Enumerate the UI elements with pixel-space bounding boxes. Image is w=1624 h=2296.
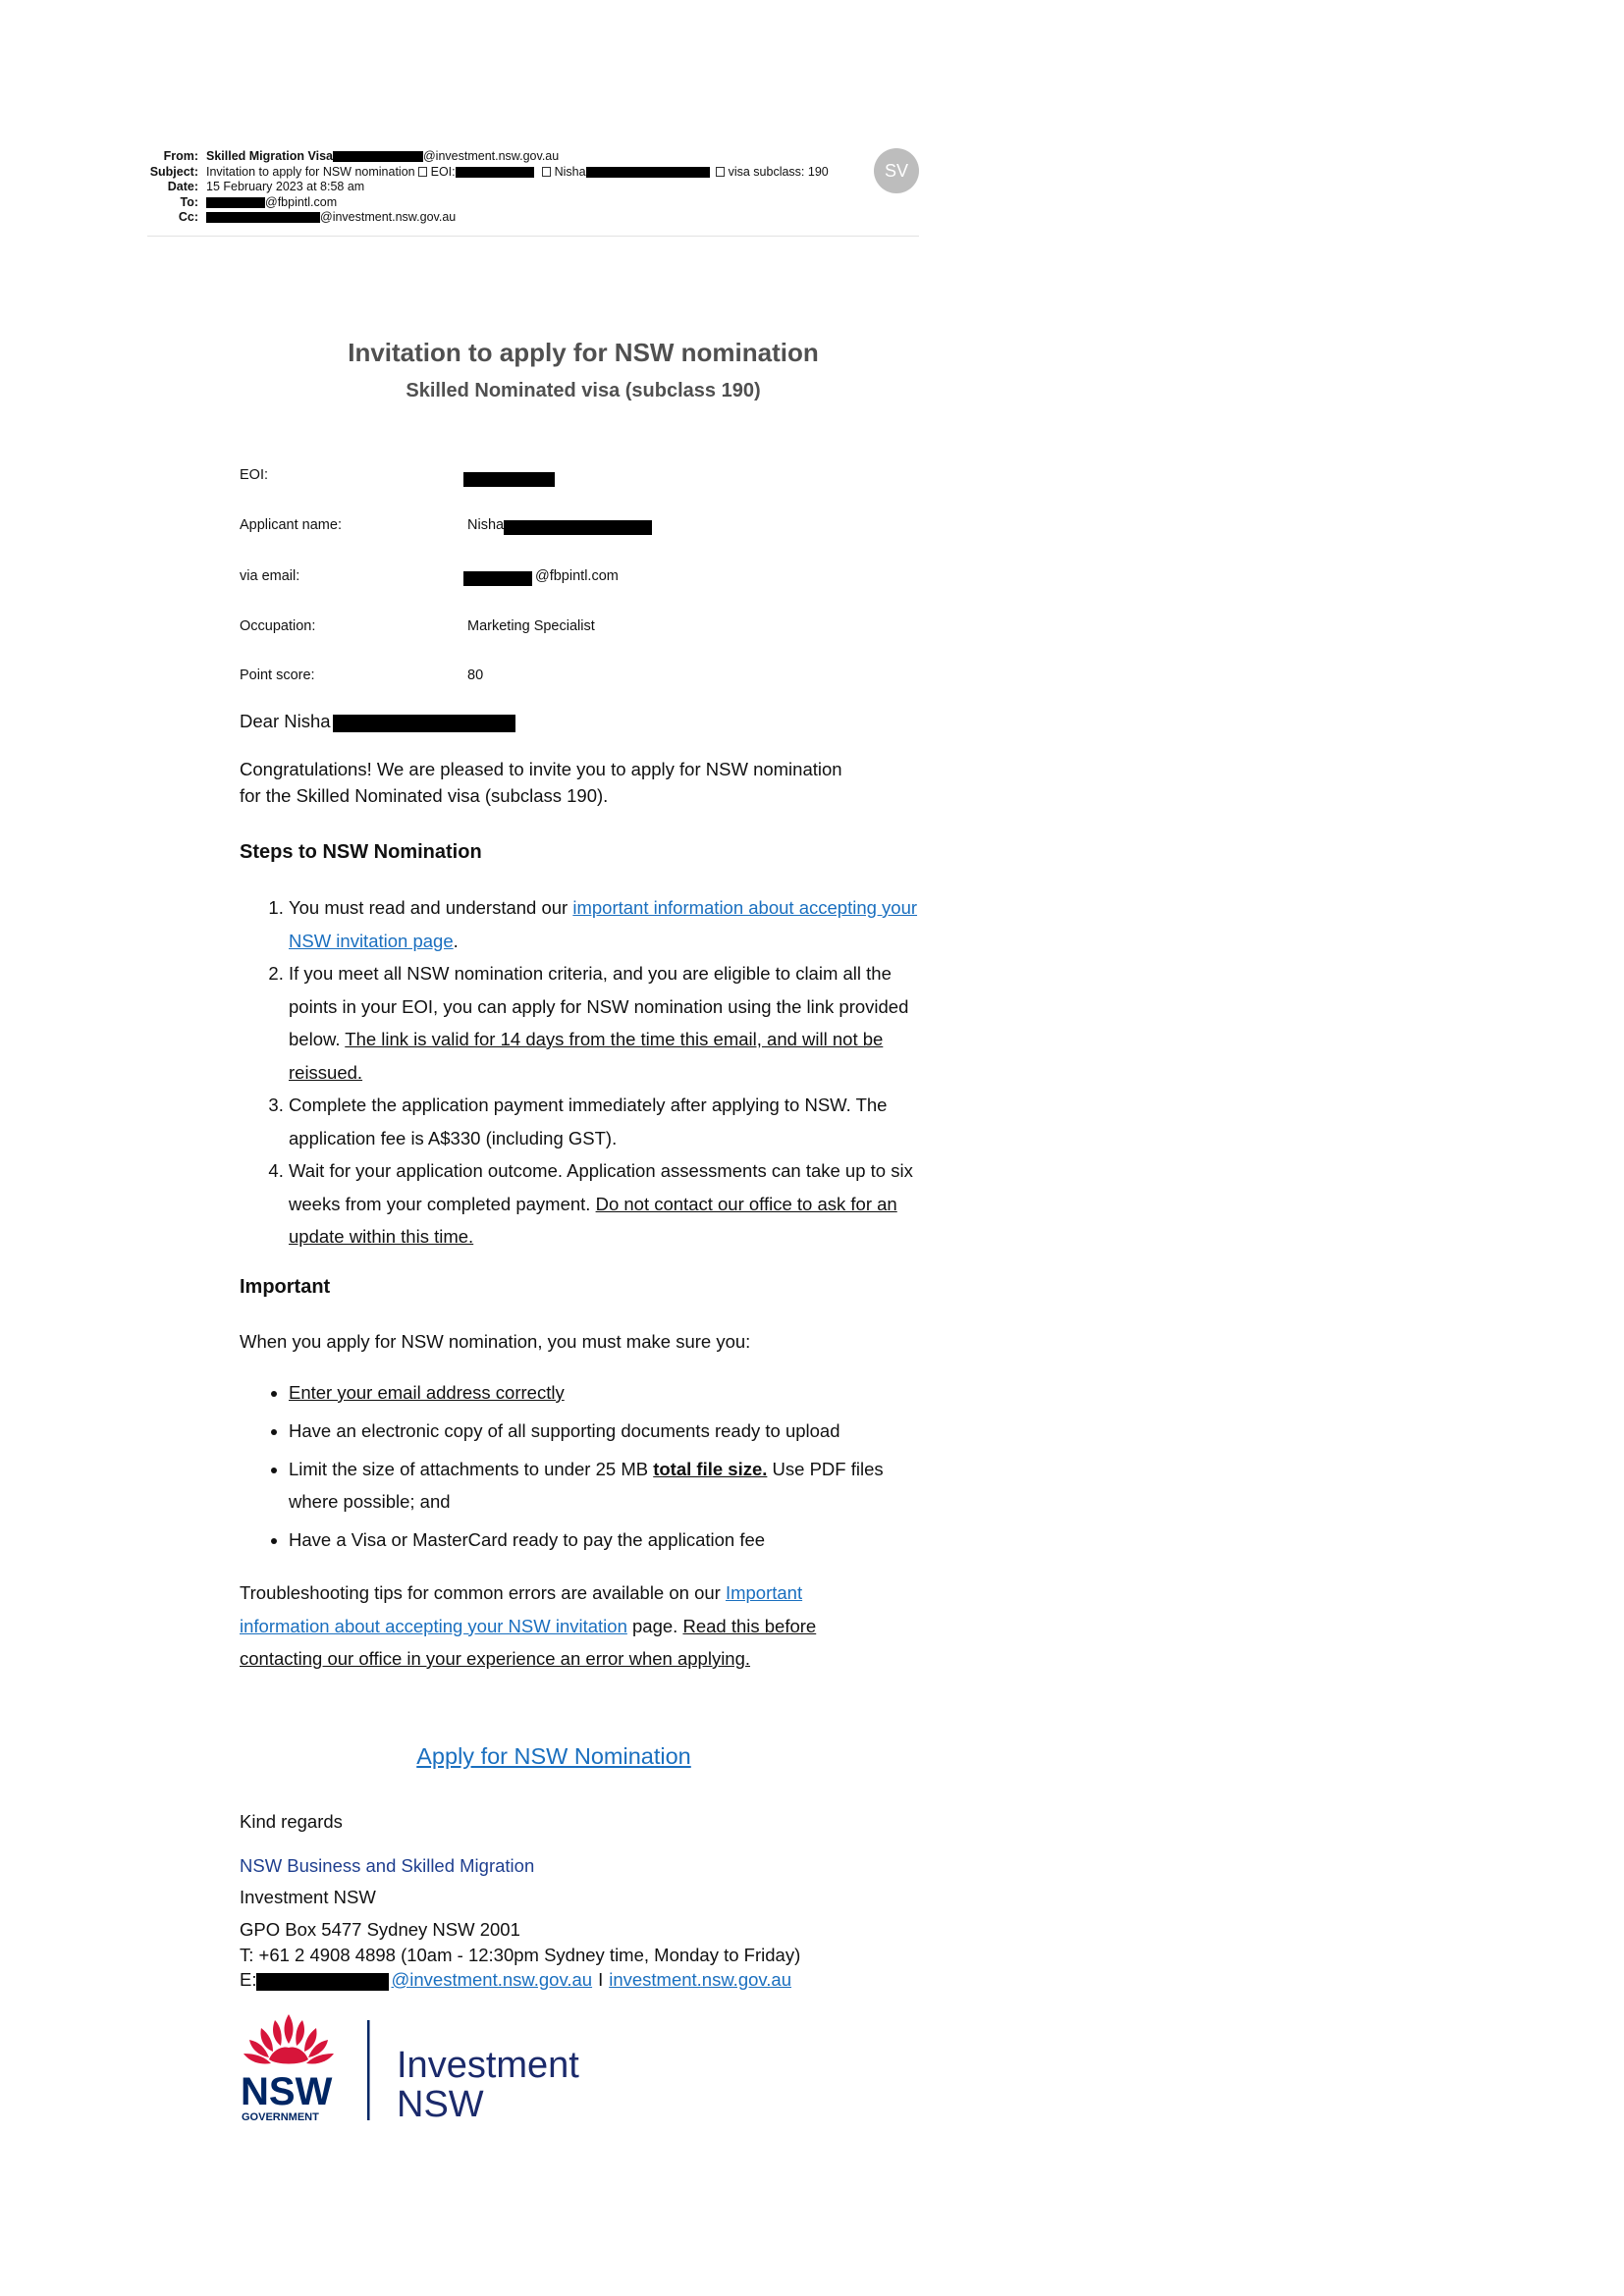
- greeting-text: Dear Nisha: [240, 711, 331, 731]
- redaction-bar: [333, 715, 515, 732]
- redaction-bar: [456, 167, 534, 178]
- detail-applicant: [240, 515, 652, 535]
- team-name: NSW Business and Skilled Migration: [240, 1855, 535, 1876]
- redaction-bar: [206, 197, 265, 208]
- date-label: Date:: [167, 180, 198, 193]
- postal-address: GPO Box 5477 Sydney NSW 2001: [240, 1919, 520, 1940]
- redaction-bar: [256, 1973, 389, 1991]
- date-value: 15 February 2023 at 8:58 am: [206, 180, 365, 193]
- org-name: Investment NSW: [240, 1887, 376, 1907]
- detail-points: [240, 666, 483, 685]
- contact-email-link[interactable]: @investment.nsw.gov.au: [391, 1969, 593, 1990]
- list-item: [289, 1089, 937, 1154]
- email-label: via email:: [240, 568, 300, 584]
- separator-glyph-icon: [542, 167, 551, 177]
- logo-nsw-text: NSW: [241, 2070, 333, 2113]
- detail-email: [240, 566, 619, 586]
- steps-heading: Steps to NSW Nomination: [240, 841, 482, 863]
- subject-text: Invitation to apply for NSW nomination: [206, 164, 415, 179]
- logo-divider: [367, 2020, 370, 2120]
- list-item: [289, 1453, 937, 1518]
- trouble-text: page.: [626, 1615, 683, 1636]
- phone: T: +61 2 4908 4898 (10am - 12:30pm Sydney time, Monday to Friday): [240, 1945, 801, 1965]
- eoi-label: EOI:: [240, 467, 269, 483]
- list-item: [289, 1154, 937, 1254]
- logo-nsw2-text: NSW: [397, 2084, 484, 2124]
- bullet-text: Have a Visa or MasterCard ready to pay the application fee: [289, 1529, 766, 1550]
- redaction-bar: [586, 167, 710, 178]
- step-text: Complete the application payment immediately after applying to NSW. The application fee is A$330 (including GST).: [289, 1095, 888, 1148]
- step-text: If you meet all NSW nomination criteria, and you are eligible to claim all the points in your EOI, you can apply for NSW nomination using the link provided below.: [289, 963, 909, 1049]
- points-label: Point score:: [240, 667, 315, 683]
- requirements-list: [240, 1376, 937, 1562]
- cc-label: Cc:: [178, 210, 198, 224]
- trouble-text: Troubleshooting tips for common errors are available on our: [240, 1582, 726, 1603]
- subject-eoi: EOI:: [430, 164, 456, 179]
- to-domain: @fbpintl.com: [265, 194, 338, 209]
- important-intro: When you apply for NSW nomination, you must make sure you:: [240, 1331, 751, 1352]
- step-underlined-text: Do not contact our office to ask for an update within this time.: [289, 1193, 897, 1247]
- cc-domain: @investment.nsw.gov.au: [320, 210, 457, 224]
- to-row: [147, 195, 919, 211]
- sender-avatar: SV: [874, 148, 919, 193]
- to-label: To:: [180, 194, 198, 209]
- applicant-label: Applicant name:: [240, 517, 342, 533]
- nsw-government-logo: [240, 2010, 613, 2124]
- steps-list: [240, 891, 937, 1254]
- step-text: Wait for your application outcome. Application assessments can take up to six weeks from your completed payment.: [289, 1160, 913, 1214]
- subject-label: Subject:: [149, 164, 198, 179]
- separator-glyph-icon: [716, 167, 725, 177]
- redaction-bar: [504, 520, 652, 535]
- step-text: You must read and understand our: [289, 897, 573, 918]
- cc-row: [147, 210, 919, 226]
- page-subtitle: Skilled Nominated visa (subclass 190): [406, 380, 761, 401]
- logo-investment-text: Investment: [397, 2045, 579, 2086]
- step-underlined-text: The link is valid for 14 days from the time this email, and will not be reissued.: [289, 1029, 884, 1083]
- apply-link-container: [240, 1743, 868, 1770]
- subject-name: Nisha: [554, 164, 586, 179]
- date-row: [147, 180, 919, 195]
- list-item: [289, 1376, 937, 1409]
- separator-glyph-icon: [418, 167, 427, 177]
- important-info-link[interactable]: important information about accepting your NSW invitation page: [289, 897, 918, 951]
- occupation-value: Marketing Specialist: [467, 618, 595, 634]
- important-heading: Important: [240, 1276, 331, 1298]
- points-value: 80: [467, 667, 484, 683]
- list-item: [289, 1523, 937, 1556]
- kind-regards: Kind regards: [240, 1811, 343, 1832]
- page-title: Invitation to apply for NSW nomination: [348, 338, 819, 367]
- bullet-text: Limit the size of attachments to under 25 MB: [289, 1459, 654, 1479]
- website-link[interactable]: investment.nsw.gov.au: [609, 1969, 791, 1990]
- detail-eoi: [240, 465, 555, 485]
- apply-nomination-link[interactable]: Apply for NSW Nomination: [416, 1743, 691, 1769]
- troubleshooting-paragraph: [240, 1576, 839, 1676]
- detail-occupation: [240, 616, 595, 636]
- subject-subclass: visa subclass: 190: [728, 164, 829, 179]
- redaction-bar: [333, 151, 423, 162]
- list-item: [289, 957, 937, 1089]
- contact-email-row: [240, 1969, 791, 1991]
- occupation-label: Occupation:: [240, 618, 316, 634]
- email-header: [147, 149, 919, 237]
- bullet-text: Enter your email address correctly: [289, 1382, 565, 1403]
- redaction-bar: [206, 212, 320, 223]
- greeting: [240, 708, 515, 734]
- from-label: From:: [163, 149, 198, 163]
- from-name: Skilled Migration Visa: [206, 149, 333, 163]
- list-item: [289, 891, 937, 957]
- troubleshooting-link[interactable]: Important information about accepting your NSW invitation: [240, 1582, 803, 1636]
- from-row: [147, 149, 919, 165]
- subject-row: [147, 165, 919, 181]
- logo-government-text: GOVERNMENT: [242, 2111, 319, 2123]
- email-prefix: E:: [240, 1969, 257, 1990]
- waratah-icon: [244, 2014, 334, 2064]
- redaction-bar: [463, 472, 555, 487]
- step-text: .: [453, 930, 459, 951]
- list-item: [289, 1415, 937, 1447]
- applicant-value: Nisha: [467, 517, 505, 533]
- email-value: @fbpintl.com: [535, 568, 619, 584]
- trouble-underlined-text: Read this before contacting our office in your experience an error when applying.: [240, 1615, 817, 1669]
- from-domain: @investment.nsw.gov.au: [422, 149, 560, 163]
- bullet-text: Use PDF files where possible; and: [289, 1459, 884, 1512]
- redaction-bar: [463, 571, 532, 586]
- intro-paragraph: Congratulations! We are pleased to invite you to apply for NSW nomination for the Skilled Nominated visa (subclass 190).: [240, 759, 842, 806]
- bullet-text: Have an electronic copy of all supporting documents ready to upload: [289, 1420, 840, 1441]
- bullet-bold-text: total file size.: [653, 1459, 768, 1479]
- separator: I: [598, 1969, 604, 1990]
